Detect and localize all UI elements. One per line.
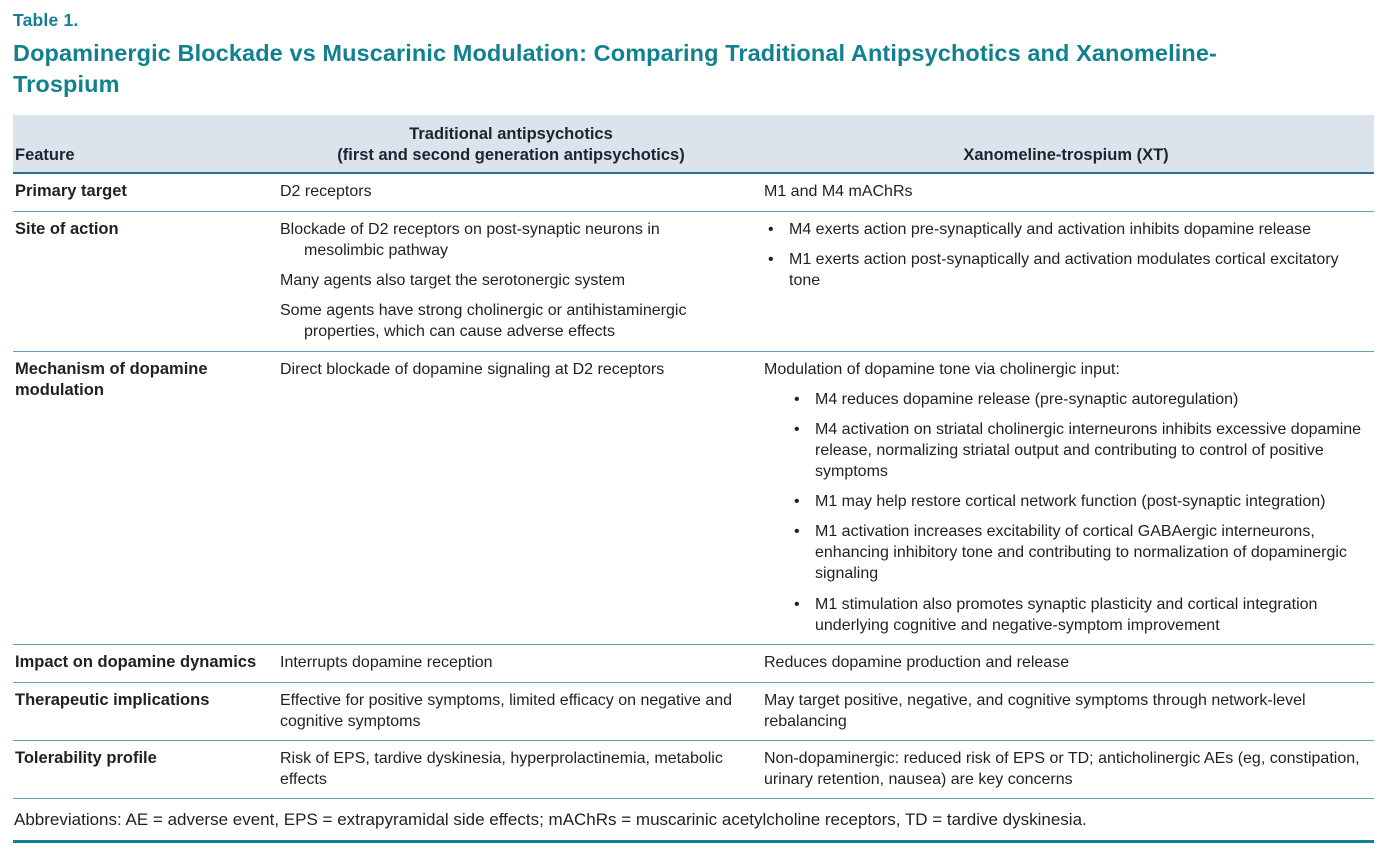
feature-cell: Primary target [15, 182, 127, 201]
xanomeline-trospium-cell [756, 181, 1374, 203]
xanomeline-trospium-cell [756, 748, 1374, 790]
feature-cell: Mechanism of dopamine modulation [15, 359, 208, 400]
paragraph: Many agents also target the serotonergic system [280, 272, 626, 290]
page-title: Dopaminergic Blockade vs Muscarinic Modulation: Comparing Traditional Antipsychotics and Xanomeline-Trospium [13, 40, 1217, 98]
bullet-icon: • [794, 493, 800, 511]
bullet-icon: • [768, 251, 774, 269]
xanomeline-trospium-cell [756, 219, 1374, 343]
paragraph: Reduces dopamine production and release [764, 653, 1070, 671]
header-feature: Feature [15, 146, 75, 165]
bullet-text: M4 activation on striatal cholinergic interneurons inhibits excessive dopamine release, normalizing striatal output and contributing to control of positive symptoms [815, 420, 1362, 480]
bullet-item [764, 219, 1368, 240]
traditional-antipsychotics-cell [280, 748, 756, 790]
paragraph: Direct blockade of dopamine signaling at D2 receptors [280, 360, 665, 378]
paragraph: Effective for positive symptoms, limited efficacy on negative and cognitive symptoms [280, 691, 733, 730]
bullet-item [764, 491, 1368, 512]
paragraph: May target positive, negative, and cognitive symptoms through network-level rebalancing [764, 691, 1306, 730]
paragraph: M1 and M4 mAChRs [764, 183, 913, 201]
bullet-item [764, 594, 1368, 636]
bullet-text: M4 exerts action pre-synaptically and activation inhibits dopamine release [789, 221, 1312, 239]
table-row [13, 683, 1374, 741]
bullet-icon: • [794, 595, 800, 613]
bullet-item [764, 389, 1368, 410]
feature-cell: Therapeutic implications [15, 690, 210, 709]
xanomeline-trospium-cell [756, 690, 1374, 732]
table-row [13, 741, 1374, 799]
xanomeline-trospium-cell [756, 652, 1374, 674]
table-row [13, 212, 1374, 352]
traditional-antipsychotics-cell [280, 181, 756, 203]
paragraph: Modulation of dopamine tone via cholinergic input: [764, 360, 1120, 378]
table-row [13, 352, 1374, 645]
bottom-divider [13, 840, 1374, 843]
header-traditional-line1: Traditional antipsychotics [409, 125, 613, 144]
bullet-text: M1 activation increases excitability of cortical GABAergic interneurons, enhancing inhibitory tone and contributing to normalization of dopaminergic signaling [815, 523, 1347, 583]
paragraph: Non-dopaminergic: reduced risk of EPS or TD; anticholinergic AEs (eg, constipation, urinary retention, nausea) are key concerns [764, 749, 1360, 788]
paragraph: Blockade of D2 receptors on post-synaptic neurons in mesolimbic pathway [280, 221, 660, 260]
bullet-text: M1 exerts action post-synaptically and activation modulates cortical excitatory tone [789, 251, 1339, 290]
paragraph: Risk of EPS, tardive dyskinesia, hyperprolactinemia, metabolic effects [280, 749, 723, 788]
paragraph: Interrupts dopamine reception [280, 653, 493, 671]
feature-cell: Site of action [15, 220, 119, 239]
bullet-text: M4 reduces dopamine release (pre-synaptic autoregulation) [815, 390, 1239, 408]
header-xanomeline-trospium: Xanomeline-trospium (XT) [963, 146, 1169, 165]
header-traditional [280, 124, 756, 166]
bullet-item [764, 249, 1368, 291]
table-body [13, 174, 1374, 799]
bullet-text: M1 may help restore cortical network function (post-synaptic integration) [815, 493, 1326, 511]
table-header-row [13, 115, 1374, 174]
bullet-icon: • [794, 390, 800, 408]
comparison-table [13, 115, 1374, 799]
abbreviations-note: Abbreviations: AE = adverse event, EPS = extrapyramidal side effects; mAChRs = muscarinic acetylcholine receptors, TD = tardive dyskinesia. [14, 809, 1087, 829]
xanomeline-trospium-cell [756, 359, 1374, 636]
feature-cell: Impact on dopamine dynamics [15, 652, 257, 671]
table-row [13, 174, 1374, 212]
traditional-antipsychotics-cell [280, 219, 756, 343]
feature-cell: Tolerability profile [15, 748, 157, 767]
bullet-icon: • [768, 221, 774, 239]
traditional-antipsychotics-cell [280, 359, 756, 636]
paragraph: D2 receptors [280, 183, 372, 201]
bullet-icon: • [794, 523, 800, 541]
bullet-text: M1 stimulation also promotes synaptic plasticity and cortical integration underlying cognitive and negative-symptom improvement [815, 595, 1318, 634]
bullet-item [764, 419, 1368, 482]
table-row [13, 645, 1374, 683]
traditional-antipsychotics-cell [280, 690, 756, 732]
paragraph: Some agents have strong cholinergic or antihistaminergic properties, which can cause adverse effects [280, 302, 687, 341]
traditional-antipsychotics-cell [280, 652, 756, 674]
table-label: Table 1. [13, 10, 79, 30]
bullet-item [764, 521, 1368, 584]
bullet-icon: • [794, 420, 800, 438]
header-traditional-line2: (first and second generation antipsychotics) [337, 146, 685, 165]
